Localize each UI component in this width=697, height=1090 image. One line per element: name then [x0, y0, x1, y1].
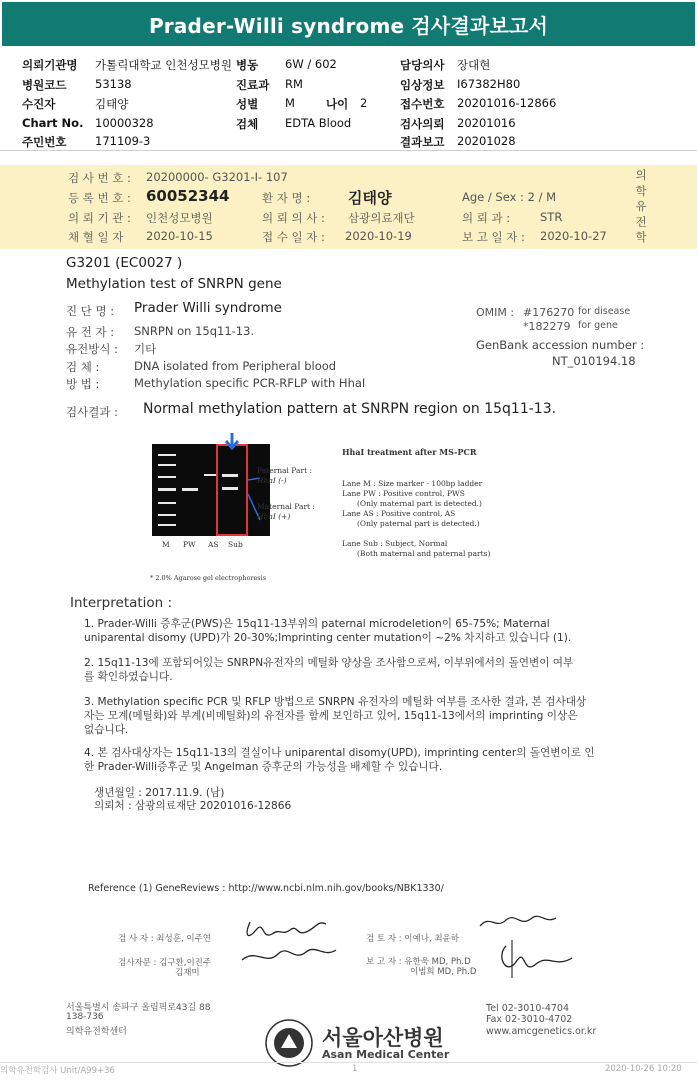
patient-name: 김태양 — [348, 189, 392, 207]
recv-label: 접 수 일 자 : — [262, 230, 325, 244]
omim-gene-note: for gene — [578, 320, 618, 331]
gel-band — [158, 524, 176, 526]
fax: Fax 02-3010-4702 — [486, 1014, 573, 1025]
header-divider — [0, 150, 697, 151]
header-label: 검사의뢰 — [400, 117, 445, 131]
header-label: 병동 — [236, 58, 259, 72]
gel-band — [182, 488, 198, 491]
gel-band — [158, 454, 176, 456]
result-label: 검사결과 : — [66, 405, 118, 419]
header-label: 접수번호 — [400, 97, 445, 111]
header-label: 임상정보 — [400, 78, 445, 92]
referrer: 의뢰처 : 삼광의료재단 20201016-12866 — [94, 800, 292, 812]
figure-legend: Lane PW : Positive control, PWS — [342, 489, 465, 498]
print-timestamp: 2020-10-26 10:20 — [605, 1064, 682, 1074]
age-value: 2 — [360, 96, 368, 110]
figure-legend: (Both maternal and paternal parts) — [357, 549, 491, 558]
genbank: NT_010194.18 — [552, 354, 636, 368]
test-no: 20200000- G3201-I- 107 — [146, 170, 288, 184]
header-value: 김태양 — [95, 97, 129, 111]
figure-legend: (Only paternal part is detected.) — [357, 519, 480, 528]
address-line: 서울특별시 송파구 올림픽로43길 88 — [66, 1003, 211, 1013]
reference: Reference (1) GeneReviews : http://www.ncbi.nlm.nih.gov/books/NBK1330/ — [88, 883, 444, 894]
website: www.amcgenetics.or.kr — [486, 1026, 597, 1037]
vertical-dept-label — [633, 168, 649, 246]
dx-label: 진 단 명 : — [66, 304, 115, 318]
report-title: Prader-Willi syndrome 검사결과보고서 — [2, 2, 695, 46]
specimen: DNA isolated from Peripheral blood — [134, 359, 337, 373]
inheritance-label: 유전방식 : — [66, 342, 118, 356]
header-value: I67382H80 — [457, 77, 521, 91]
inst: 인천성모병원 — [146, 211, 213, 225]
method: Methylation specific PCR-RFLP with HhaI — [134, 376, 366, 390]
header-label: Chart No. — [22, 116, 84, 130]
vertical-char: 학 — [635, 230, 647, 244]
reporter-2: 이범희 MD, Ph.D — [410, 967, 477, 977]
age-label: 나이 — [326, 97, 349, 111]
header-label: 성별 — [236, 97, 259, 111]
page-number: 1 — [352, 1064, 358, 1074]
vertical-char: 의 — [635, 168, 647, 182]
dept: STR — [540, 210, 563, 224]
header-value: 20201016 — [457, 116, 516, 130]
reviewer: 검 토 자 : 이예나, 최윤하 — [366, 934, 459, 944]
omim-disease-note: for disease — [578, 306, 631, 317]
test-code: G3201 (EC0027 ) — [66, 255, 183, 271]
interpretation-title: Interpretation : — [70, 595, 173, 611]
gel-band — [158, 514, 176, 516]
figure-legend: Lane M : Size marker - 100bp ladder — [342, 479, 483, 488]
figure-heading: HhaI treatment after MS-PCR — [342, 447, 477, 457]
header-value: EDTA Blood — [285, 116, 352, 130]
interpretation-line: 2. 15q11-13에 포함되어있는 SNRPN유전자의 메틸화 양상을 조사함으로써, 이부위에서의 돌연변이 여부 — [84, 657, 574, 669]
recv-date: 2020-10-19 — [345, 229, 412, 243]
interpretation-line: 를 확인하였습니다. — [84, 671, 173, 683]
reg-no: 60052344 — [146, 187, 230, 205]
header-value: 6W / 602 — [285, 57, 337, 71]
gel-band — [158, 476, 176, 478]
advisor: 검사자문 : 김구환,이진주 — [118, 958, 212, 968]
figure-legend: (Only maternal part is detected.) — [357, 499, 482, 508]
genbank-label: GenBank accession number : — [476, 338, 645, 352]
header-label: 담당의사 — [400, 58, 445, 72]
vertical-char: 유 — [635, 199, 647, 213]
figure-caption: * 2.0% Agarose gel electrophoresis — [150, 574, 267, 582]
examiner-signature — [236, 906, 346, 972]
figure-legend: Lane AS : Positive control, AS — [342, 509, 456, 518]
header-value: 171109-3 — [95, 134, 151, 148]
draw-date: 2020-10-15 — [146, 229, 213, 243]
header-label: 주민번호 — [22, 135, 67, 149]
lane-label: PW — [183, 540, 196, 549]
footer-divider — [0, 1062, 697, 1063]
header-value: M — [285, 96, 295, 110]
header-value: 53138 — [95, 77, 132, 91]
maternal-label: Maternal Part : — [257, 502, 315, 511]
tel: Tel 02-3010-4704 — [486, 1003, 569, 1014]
interpretation-line: 4. 본 검사대상자는 15q11-13의 결실이나 uniparental disomy(UPD), imprinting center의 돌연변이로 인 — [84, 747, 595, 759]
interpretation-line: 한 Prader-Willi증후군 및 Angelman 증후군의 가능성을 배제할 수 있습니다. — [84, 761, 443, 773]
result: Normal methylation pattern at SNRPN region on 15q11-13. — [143, 401, 557, 417]
test-no-label: 검 사 번 호 : — [68, 171, 131, 185]
header-value: 20201028 — [457, 134, 516, 148]
interpretation-line: uniparental disomy (UPD)가 20-30%;Imprinting center mutation이 ~2% 차지하고 있습니다 (1). — [84, 632, 572, 644]
inst-label: 의 뢰 기 관 : — [68, 211, 131, 225]
subject-lane-highlight — [216, 444, 248, 536]
hospital-name-ko: 서울아산병원 — [322, 1026, 444, 1050]
lane-label: M — [162, 540, 170, 549]
paternal-sub: HhaI (-) — [257, 476, 287, 485]
gel-band — [158, 464, 176, 466]
arrow-down-icon — [222, 432, 242, 454]
advisor-2: 김재미 — [175, 968, 200, 978]
report-date: 2020-10-27 — [540, 229, 607, 243]
header-value: 10000328 — [95, 116, 154, 130]
address-line: 의학유전학센터 — [66, 1027, 127, 1037]
method-label: 방 법 : — [66, 377, 100, 391]
lane-label: Sub — [228, 540, 243, 549]
interpretation-line: 자는 모계(메틸화)와 부계(비메틸화)의 유전자를 함께 보인하고 있어, 15q11-13에서의 imprinting 이상은 — [84, 710, 578, 722]
maternal-sub: HhaI (+) — [257, 512, 291, 521]
gene-label: 유 전 자 : — [66, 325, 115, 339]
inheritance: 기타 — [134, 342, 157, 356]
report-label: 보 고 일 자 : — [462, 230, 525, 244]
doctor-label: 의 뢰 의 사 : — [262, 211, 325, 225]
header-label: 의뢰기관명 — [22, 58, 78, 72]
omim-disease: #176270 — [523, 306, 575, 319]
interpretation-line: 3. Methylation specific PCR 및 RFLP 방법으로 SNRPN 유전자의 메틸화 여부를 조사한 결과, 본 검사대상 — [84, 696, 587, 708]
reviewer-signature — [476, 906, 586, 982]
header-value: RM — [285, 77, 303, 91]
omim-gene: *182279 — [523, 320, 571, 333]
gene: SNRPN on 15q11-13. — [134, 324, 255, 338]
gel-band — [158, 488, 176, 491]
address-line: 138-736 — [66, 1012, 104, 1022]
interpretation-line: 1. Prader-Willi 증후군(PWS)은 15q11-13부위의 paternal microdeletion이 65-75%; Maternal — [84, 618, 550, 630]
date-of-birth: 생년월일 : 2017.11.9. (남) — [94, 787, 225, 799]
header-label: 수진자 — [22, 97, 56, 111]
draw-label: 채 혈 일 자 — [68, 230, 124, 244]
patient-label: 환 자 명 : — [262, 191, 311, 205]
age-sex: Age / Sex : 2 / M — [462, 190, 557, 204]
gel-band — [158, 502, 176, 504]
figure-legend: Lane Sub : Subject, Normal — [342, 539, 448, 548]
unit-code: 의학유전학검사 Unit/A99+36 — [0, 1066, 115, 1076]
header-label: 병원코드 — [22, 78, 67, 92]
vertical-char: 학 — [635, 183, 647, 198]
asan-foundation-logo — [264, 1018, 314, 1068]
header-value: 20201016-12866 — [457, 96, 557, 110]
doctor: 삼광의료재단 — [348, 211, 415, 225]
reporter: 보 고 자 : 유한욱 MD, Ph.D — [366, 957, 471, 967]
header-value: 가톨릭대학교 인천성모병원 — [95, 58, 232, 72]
lane-label: AS — [208, 540, 219, 549]
omim-label: OMIM : — [476, 306, 515, 319]
header-label: 검체 — [236, 117, 259, 131]
dx: Prader Willi syndrome — [134, 300, 282, 316]
interpretation-line: 없습니다. — [84, 724, 129, 736]
vertical-char: 전 — [635, 214, 647, 229]
header-value: 장대현 — [457, 58, 491, 72]
specimen-label: 검 체 : — [66, 360, 100, 374]
paternal-label: Paternal Part : — [257, 466, 312, 475]
reg-no-label: 등 록 번 호 : — [68, 191, 131, 205]
dept-label: 의 뢰 과 : — [462, 211, 511, 225]
examiner: 검 사 자 : 최성훈, 이주연 — [118, 934, 211, 944]
header-label: 결과보고 — [400, 135, 445, 149]
test-name: Methylation test of SNRPN gene — [66, 276, 282, 292]
hospital-name-en: Asan Medical Center — [322, 1048, 450, 1061]
header-label: 진료과 — [236, 78, 270, 92]
